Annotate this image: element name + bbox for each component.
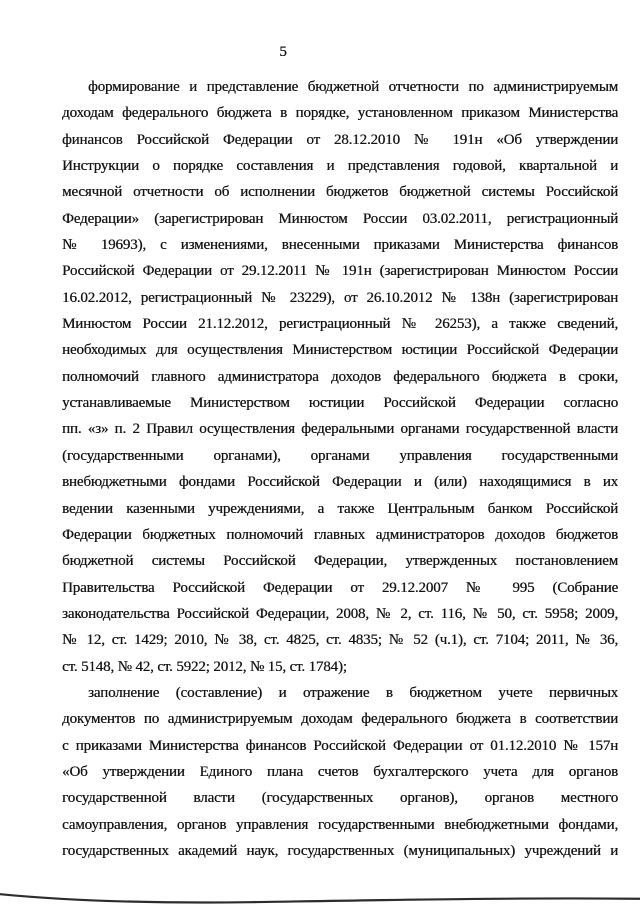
document-line: Российской Федерации от 29.12.2011 № 191н (зарегистрирован Минюстом России [62, 263, 618, 280]
document-line: Инструкции о порядке составления и представления годовой, квартальной и [62, 158, 618, 175]
document-line: государственных академий наук, государственных (муниципальных) учреждений и [62, 842, 618, 859]
document-line: внебюджетными фондами Российской Федерации и (или) находящимися в их [62, 474, 618, 491]
document-line: финансов Российской Федерации от 28.12.2010 № 191н «Об утверждении [62, 131, 618, 148]
document-line: государственной власти (государственных органов), органов местного [62, 790, 618, 807]
document-line: документов по администрируемым доходам федерального бюджета в соответствии [62, 711, 618, 728]
document-line: самоуправления, органов управления государственными внебюджетными фондами, [62, 816, 618, 833]
document-line: (государственными органами), органами управления государственными [62, 447, 618, 464]
document-line: пп. «з» п. 2 Правил осуществления федеральными органами государственной власти [62, 421, 618, 438]
document-line: ведении казенными учреждениями, а также Центральным банком Российской [62, 500, 618, 517]
document-line: Федерации бюджетных полномочий главных администраторов доходов бюджетов [62, 526, 618, 543]
document-line: № 19693), с изменениями, внесенными приказами Министерства финансов [62, 237, 618, 254]
page-number: 5 [279, 44, 287, 60]
document-line: устанавливаемые Министерством юстиции Российской Федерации согласно [62, 395, 618, 412]
document-line: № 12, ст. 1429; 2010, № 38, ст. 4825, ст. 4835; № 52 (ч.1), ст. 7104; 2011, № 36, [62, 632, 618, 649]
document-line: месячной отчетности об исполнении бюджетов бюджетной системы Российской [62, 184, 618, 201]
document-line: законодательства Российской Федерации, 2008, № 2, ст. 116, № 50, ст. 5958; 2009, [62, 605, 618, 622]
document-line: Федерации» (зарегистрирован Минюстом России 03.02.2011, регистрационный [62, 210, 618, 227]
document-line: бюджетной системы Российской Федерации, утвержденных постановлением [62, 553, 618, 570]
document-line: 16.02.2012, регистрационный № 23229), от 26.10.2012 № 138н (зарегистрирован [62, 289, 618, 306]
document-line: Минюстом России 21.12.2012, регистрационный № 26253), а также сведений, [62, 316, 618, 333]
document-line: Правительства Российской Федерации от 29.12.2007 № 995 (Собрание [62, 579, 618, 596]
text-block [62, 74, 618, 864]
document-line: необходимых для осуществления Министерством юстиции Российской Федерации [62, 342, 618, 359]
document-line: доходам федерального бюджета в порядке, установленном приказом Министерства [62, 105, 618, 122]
document-line: полномочий главного администратора доходов федерального бюджета в сроки, [62, 368, 618, 385]
document-line: «Об утверждении Единого плана счетов бухгалтерского учета для органов [62, 763, 618, 780]
document-line: формирование и представление бюджетной отчетности по администрируемым [88, 79, 618, 95]
document-line: заполнение (составление) и отражение в бюджетном учете первичных [88, 684, 618, 701]
document-line: ст. 5148, № 42, ст. 5922; 2012, № 15, ст. 1784); [62, 658, 347, 675]
scan-edge-artifact [0, 889, 640, 905]
document-line: с приказами Министерства финансов Российской Федерации от 01.12.2010 № 157н [62, 737, 618, 754]
